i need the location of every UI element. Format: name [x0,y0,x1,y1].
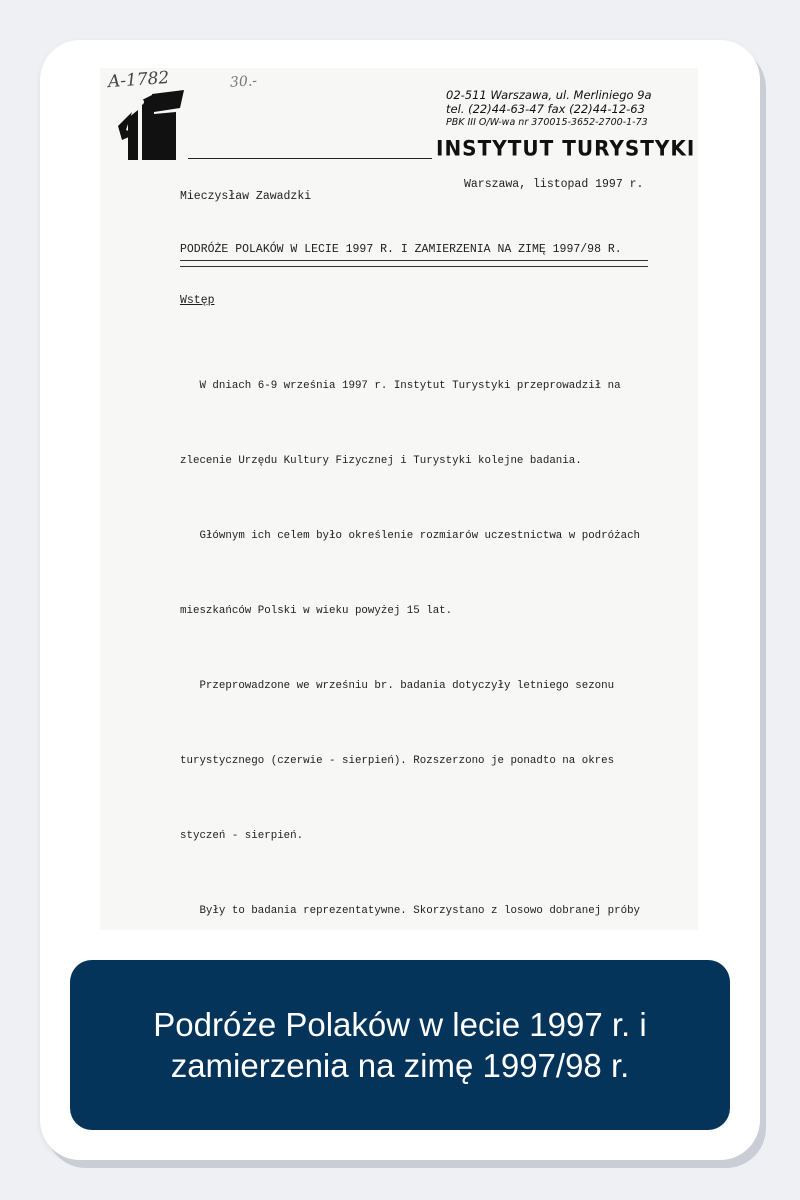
document-title: PODRÓŻE POLAKÓW W LECIE 1997 R. I ZAMIERZENIA NA ZIMĘ 1997/98 R. [180,243,622,256]
body-line: Głównym ich celem było określenie rozmiarów uczestnictwa w podróżach [180,530,641,542]
caption-text: Podróże Polaków w lecie 1997 r. i zamierzenia na zimę 1997/98 r. [153,1006,647,1084]
letterhead-rule [188,158,432,159]
place-date: Warszawa, listopad 1997 r. [464,178,644,191]
body-text [180,324,650,930]
body-line: zlecenie Urzędu Kultury Fizycznej i Turystyki kolejne badania. [180,455,582,467]
body-line: turystycznego (czerwie - sierpień). Rozszerzono je ponadto na okres [180,755,615,767]
body-line: W dniach 6-9 września 1997 r. Instytut Turystyki przeprowadził na [180,380,621,392]
body-line: Były to badania reprezentatywne. Skorzystano z losowo dobranej próby [180,905,641,917]
institute-phone-fax: tel. (22)44-63-47 fax (22)44-12-63 [446,102,645,116]
caption-banner [70,960,730,1130]
handwritten-price: 30.- [229,73,258,91]
body-line: styczeń - sierpień. [180,830,304,842]
institute-address-block [446,88,686,130]
institute-bank-account: PBK III O/W-wa nr 370015-3652-2700-1-73 [446,117,648,128]
recipient-name: Mieczysław Zawadzki [180,190,312,203]
institute-address: 02-511 Warszawa, ul. Merliniego 9a [446,88,652,102]
scanned-document [100,68,698,930]
section-heading: Wstęp [180,294,215,307]
institute-name: INSTYTUT TURYSTYKI [436,135,696,161]
title-double-rule [180,260,648,267]
body-line: Przeprowadzone we wrześniu br. badania dotyczyły letniego sezonu [180,680,615,692]
institute-logo-icon [114,90,186,160]
body-line: mieszkańców Polski w wieku powyżej 15 lat. [180,605,453,617]
handwritten-catalog-id: A-1782 [107,68,170,93]
